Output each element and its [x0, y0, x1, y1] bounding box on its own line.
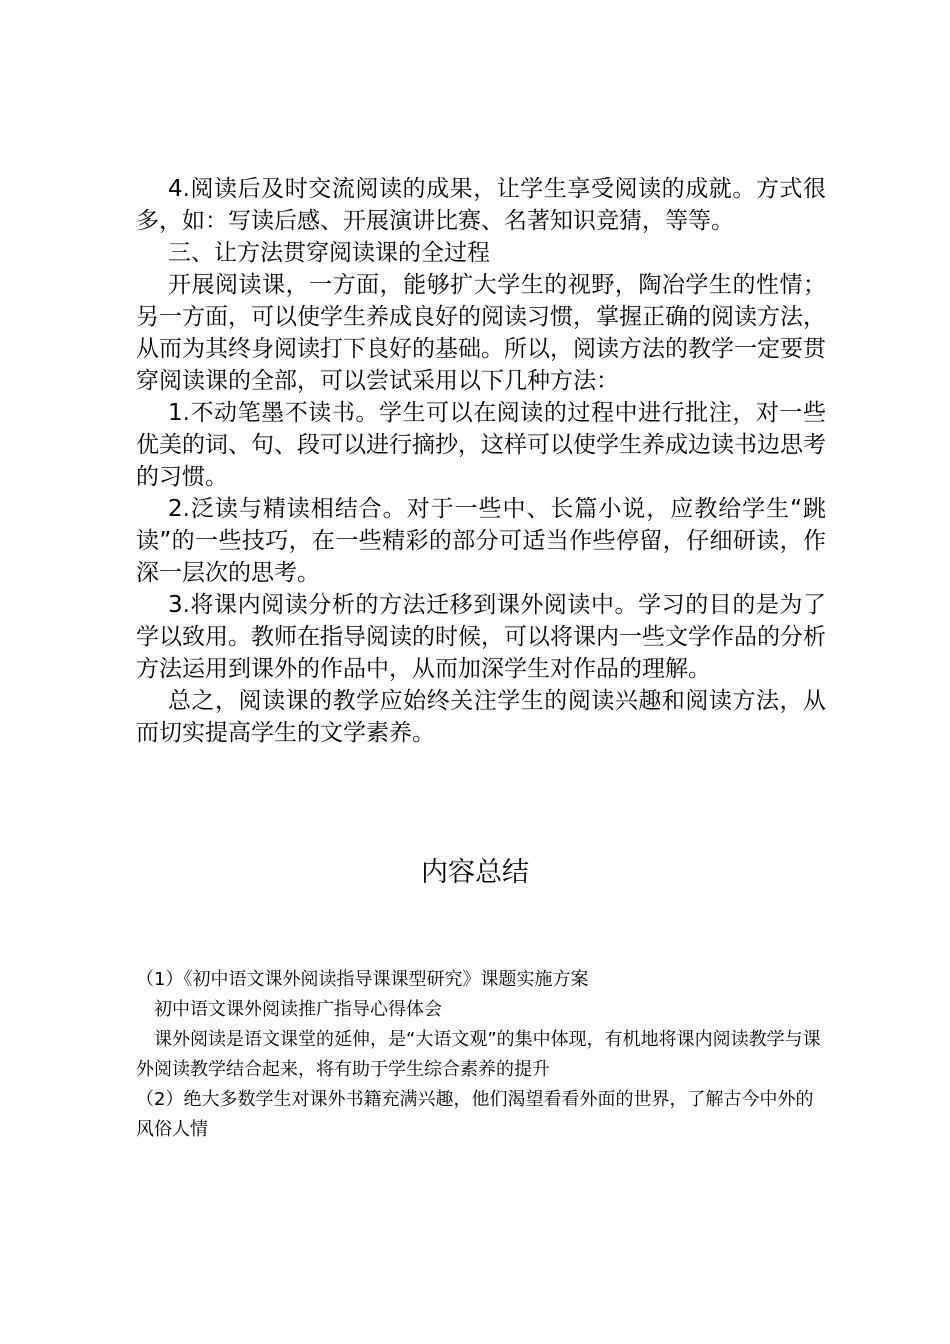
summary-subtitle: 初中语文课外阅读推广指导心得体会: [154, 999, 442, 1020]
section-heading-methods: 三、让方法贯穿阅读课的全过程: [168, 240, 490, 266]
summary-text: [136, 965, 826, 1145]
paragraph-method-3: 3.将课内阅读分析的方法迁移到课外阅读中。学习的目的是为了学以致用。教师在指导阅读的时候，可以将课内一些文学作品的分析方法运用到课外的作品中，从而加深学生对作品的理解。: [136, 592, 826, 682]
paragraph-method-2: 2.泛读与精读相结合。对于一些中、长篇小说，应教给学生“跳读”的一些技巧，在一些精彩的部分可适当作些停留，仔细研读，作深一层次的思考。: [136, 496, 826, 586]
paragraph-sharing-results: 4.阅读后及时交流阅读的成果，让学生享受阅读的成就。方式很多，如：写读后感、开展演讲比赛、名著知识竞猜，等等。: [136, 176, 826, 234]
summary-paragraph: 课外阅读是语文课堂的延伸，是“大语文观”的集中体现，有机地将课内阅读教学与课外阅读教学结合起来，将有助于学生综合素养的提升: [136, 1029, 821, 1080]
paragraph-method-1: 1.不动笔墨不读书。学生可以在阅读的过程中进行批注，对一些优美的词、句、段可以进行摘抄，这样可以使学生养成边读书边思考的习惯。: [136, 400, 826, 490]
body-text: [136, 173, 826, 749]
summary-item-2: （2）绝大多数学生对课外书籍充满兴趣，他们渴望看看外面的世界，了解古今中外的风俗人情: [136, 1089, 814, 1140]
summary-title: 内容总结: [421, 857, 529, 888]
paragraph-conclusion: 总之，阅读课的教学应始终关注学生的阅读兴趣和阅读方法，从而切实提高学生的文学素养。: [136, 688, 826, 746]
summary-item-1: （1）《初中语文课外阅读指导课课型研究》课题实施方案: [136, 969, 589, 990]
paragraph-methods-intro: 开展阅读课，一方面，能够扩大学生的视野，陶冶学生的性情；另一方面，可以使学生养成良好的阅读习惯，掌握正确的阅读方法，从而为其终身阅读打下良好的基础。所以，阅读方法的教学一定要贯穿阅读课的全部，可以尝试采用以下几种方法：: [136, 272, 826, 394]
